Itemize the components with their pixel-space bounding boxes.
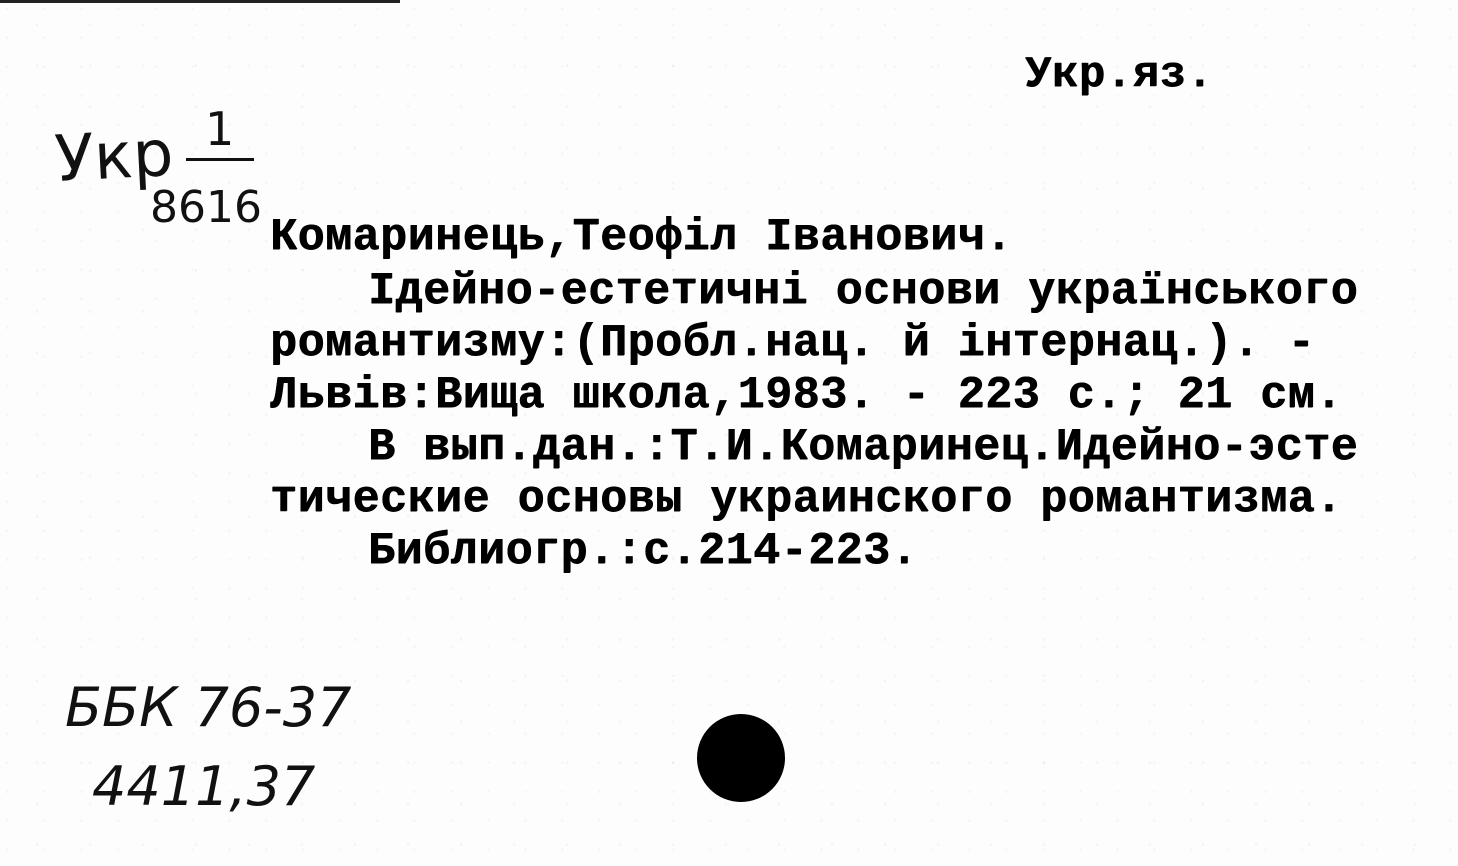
entry-line: тические основы украинского романтизма. — [270, 474, 1343, 525]
author-heading: Комаринець,Теофіл Іванович. — [270, 212, 1013, 263]
section-label: Укр.яз. — [1025, 50, 1214, 100]
entry-line: романтизму:(Пробл.нац. й інтернац.). - — [270, 318, 1316, 369]
classification-code: ББК 76-37 — [65, 676, 352, 739]
entry-line: В вып.дан.:Т.И.Комаринец.Идейно-эсте — [368, 422, 1359, 473]
call-number-fraction-bar — [186, 158, 254, 161]
call-number-numerator: 1 — [205, 102, 235, 156]
call-number-denominator: 8616 — [150, 182, 262, 233]
call-number-prefix: Укр — [53, 116, 176, 198]
card-punch-hole — [697, 714, 785, 802]
entry-line: Ідейно-естетичні основи українського — [368, 266, 1359, 317]
entry-line: Библиогр.:с.214-223. — [368, 526, 919, 577]
entry-line: Львів:Вища школа,1983. - 223 с.; 21 см. — [270, 370, 1343, 421]
card-top-edge — [0, 0, 400, 3]
classification-code: 4411,37 — [92, 755, 316, 818]
